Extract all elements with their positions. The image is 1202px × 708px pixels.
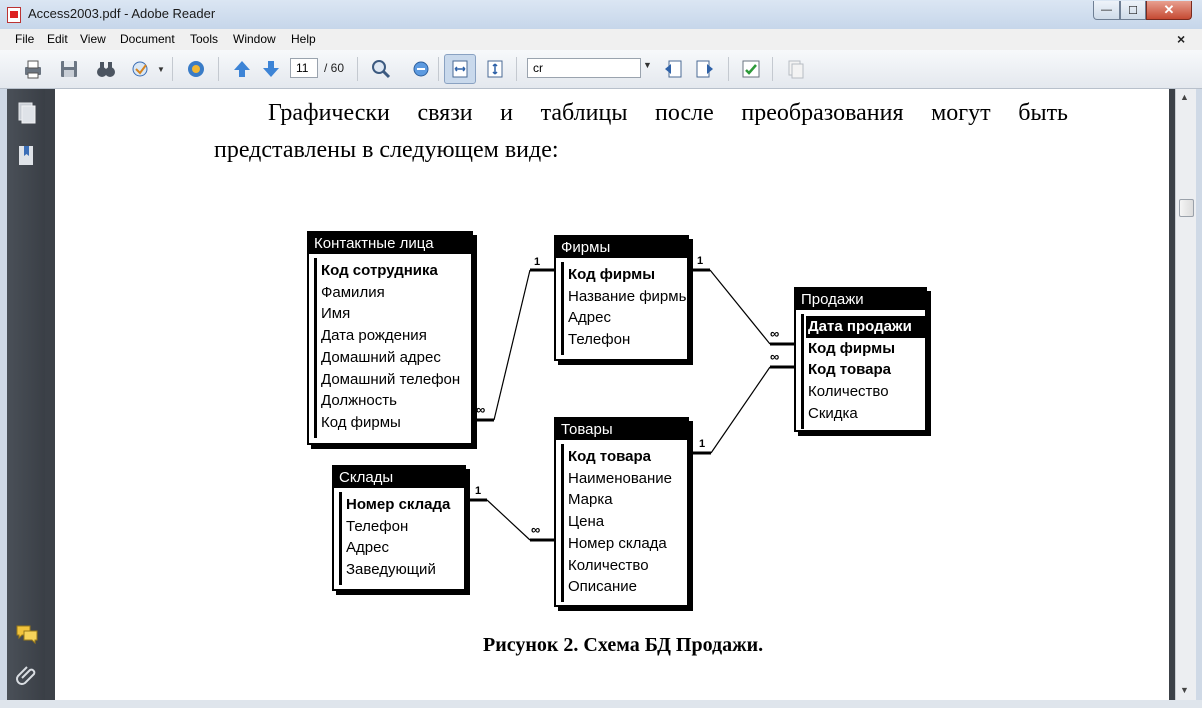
table-fields	[801, 314, 925, 429]
field: Имя	[321, 305, 351, 323]
menu-tools[interactable]: Tools	[190, 32, 219, 46]
field: Описание	[568, 578, 638, 596]
field: Наименование	[568, 469, 672, 487]
find-input[interactable]: cr	[527, 58, 641, 78]
menu-view[interactable]: View	[80, 32, 106, 46]
table-warehouses	[332, 465, 466, 591]
menu-window[interactable]: Window	[233, 32, 276, 46]
table-fields	[314, 258, 471, 438]
field: Должность	[321, 392, 397, 410]
field: Марка	[568, 491, 613, 509]
cardinality-one: 1	[475, 485, 482, 497]
menu-document[interactable]: Document	[120, 32, 175, 46]
maximize-button[interactable]: ☐	[1120, 1, 1146, 20]
share-dropdown-icon[interactable]: ▼	[157, 65, 165, 74]
field: Название фирмь	[568, 287, 687, 305]
field-key: Код товара	[808, 361, 891, 379]
page-number-input[interactable]: 11	[290, 58, 318, 78]
field: Домашний телефон	[321, 370, 461, 388]
page-total: / 60	[324, 61, 345, 75]
table-title: Продажи	[796, 289, 925, 310]
field-key-selected: Дата продажи	[806, 316, 926, 338]
table-sales	[794, 287, 927, 432]
table-title: Контактные лица	[309, 233, 471, 254]
cardinality-one: 1	[534, 256, 541, 268]
field-key: Код сотрудника	[321, 262, 438, 279]
cardinality-many: ∞	[476, 402, 486, 417]
menu-help[interactable]: Help	[291, 32, 316, 46]
cardinality-one: 1	[699, 438, 706, 450]
table-fields	[339, 492, 464, 585]
document-close-button[interactable]: ×	[1177, 31, 1186, 47]
field: Количество	[568, 556, 649, 574]
field-key: Номер склада	[346, 496, 451, 513]
cardinality-many: ∞	[531, 522, 541, 537]
field-key: Код фирмы	[808, 339, 896, 357]
relation-line	[494, 270, 530, 420]
table-fields	[561, 444, 687, 602]
window-title: Access2003.pdf - Adobe Reader	[28, 6, 216, 21]
field-key: Код фирмы	[568, 266, 656, 283]
field: Номер склада	[568, 534, 667, 552]
field: Телефон	[568, 331, 631, 349]
relation-line	[487, 500, 530, 540]
paragraph-line-2: представлены в следующем виде:	[214, 137, 559, 163]
table-goods	[554, 417, 689, 607]
field: Адрес	[346, 539, 389, 557]
minimize-button[interactable]: —	[1093, 1, 1120, 20]
table-title: Склады	[334, 467, 464, 488]
field: Цена	[568, 513, 605, 531]
menu-file[interactable]: File	[15, 32, 35, 46]
find-dropdown-icon[interactable]: ▼	[643, 60, 652, 70]
paragraph-line-1: Графически связи и таблицы после преобразования могут быть	[268, 100, 1068, 126]
scroll-down-icon[interactable]: ▼	[1180, 685, 1189, 695]
table-fields	[561, 262, 687, 355]
field-key: Код товара	[568, 448, 651, 465]
table-contacts	[307, 231, 473, 445]
field: Дата рождения	[321, 327, 427, 345]
table-firms	[554, 235, 689, 361]
relation-line	[711, 367, 770, 453]
field: Количество	[808, 383, 889, 401]
table-title: Товары	[556, 419, 687, 440]
table-title: Фирмы	[556, 237, 687, 258]
cardinality-many: ∞	[770, 326, 780, 341]
close-button[interactable]: ✕	[1146, 1, 1192, 20]
field: Домашний адрес	[321, 348, 441, 366]
field: Фамилия	[321, 283, 385, 301]
field: Скидка	[808, 404, 858, 422]
cardinality-many: ∞	[770, 349, 780, 364]
relation-line	[710, 270, 770, 344]
menu-edit[interactable]: Edit	[47, 32, 68, 46]
field: Заведующий	[346, 561, 436, 579]
scroll-up-icon[interactable]: ▲	[1180, 92, 1189, 102]
field: Телефон	[346, 517, 409, 535]
cardinality-one: 1	[697, 255, 704, 267]
field: Адрес	[568, 309, 611, 327]
field: Код фирмы	[321, 413, 401, 431]
figure-caption: Рисунок 2. Схема БД Продажи.	[483, 634, 764, 656]
